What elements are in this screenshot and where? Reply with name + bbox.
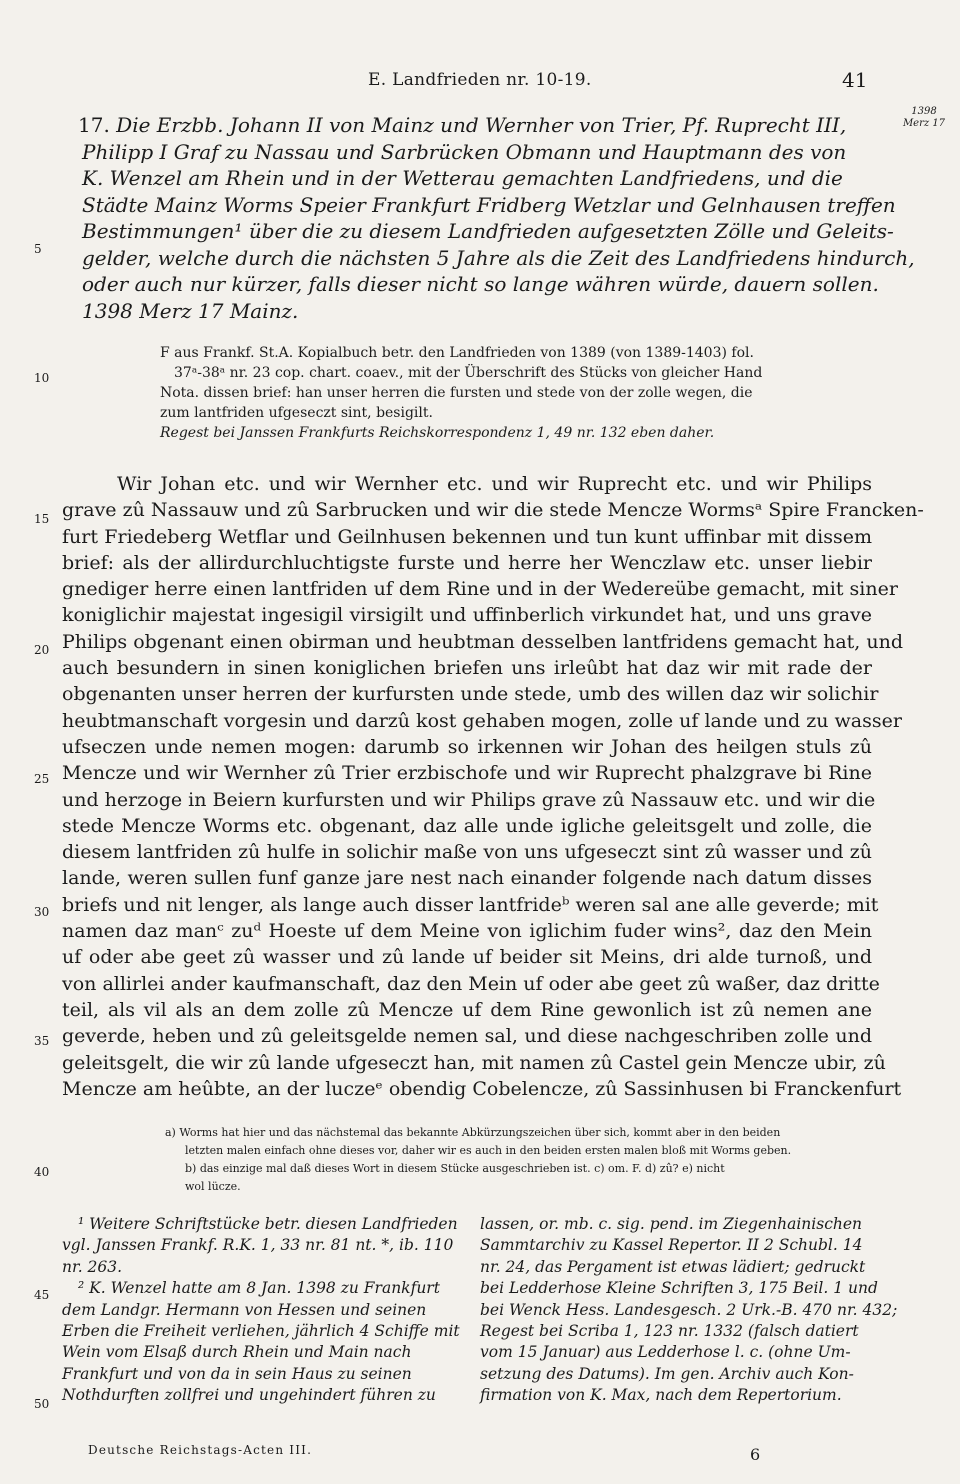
text-line: uf oder abe geet zû wasser und zû lande uf beider sit Meins, dri alde turnoß, und	[62, 946, 872, 969]
text-line: brief: als der allirdurchluchtigste furste und herre her Wenczlaw etc. unser liebir	[62, 551, 872, 574]
critical-apparatus	[165, 1124, 875, 1196]
text-line: Wir Johan etc. und wir Wernher etc. und wir Ruprecht etc. und wir Philips	[117, 473, 872, 495]
text-line: koniglichir majestat ingesigil virsigilt und uffinberlich virkundet hat, und uns grave	[62, 604, 872, 627]
document-text	[62, 471, 924, 1102]
source-description	[160, 343, 880, 443]
document-heading	[78, 112, 915, 324]
running-header	[0, 70, 960, 100]
line-number: 25	[34, 772, 50, 786]
notes-left-column	[62, 1214, 462, 1407]
heading-text: Die Erzbb. Johann II von Mainz und Wernher von Trier, Pf. Ruprecht III,	[116, 113, 847, 137]
line-number: 15	[34, 512, 50, 526]
note-line: bei Ledderhose Kleine Schriften 3, 175 Beil. 1 und	[480, 1279, 878, 1298]
text-line: Philips obgenant einen obirman und heubtman desselben lantfridens gemacht hat, und	[62, 630, 903, 653]
source-line: Nota. dissen brief: han unser herren die fursten und stede von der zolle wegen, die	[160, 385, 753, 401]
text-line: geleitsgelt, die wir zû lande ufgeseczt han, mit namen zû Castel gein Mencze ubir, zû	[62, 1051, 886, 1074]
heading-line: oder auch nur kürzer, falls dieser nicht so lange währen würde, dauern sollen.	[82, 272, 879, 296]
note-line: firmation von K. Max, nach dem Repertorium.	[480, 1386, 842, 1405]
line-number: 45	[34, 1288, 50, 1302]
note-line: ¹ Weitere Schriftstücke betr. diesen Landfrieden	[78, 1215, 458, 1233]
page-number: 41	[842, 68, 868, 92]
source-line: zum lantfriden ufgeseczt sint, besigilt.	[160, 405, 433, 421]
text-line: gnediger herre einen lantfriden uf dem Rine und in der Wedereübe gemacht, mit siner	[62, 578, 898, 601]
source-line: 37ᵃ-38ᵃ nr. 23 cop. chart. coaev., mit der Überschrift des Stücks von gleicher Hand	[174, 365, 763, 381]
text-line: und herzoge in Beiern kurfursten und wir Philips grave zû Nassauw etc. und wir die	[62, 788, 876, 811]
apparatus-line: b) das einzige mal daß dieses Wort in diesem Stücke ausgeschrieben ist. c) om. F. d) zû? e) nicht	[185, 1162, 725, 1175]
apparatus-line: wol lücze.	[185, 1180, 241, 1193]
margin-date-year: 1398	[911, 106, 937, 117]
note-line: Frankfurt und von da in sein Haus zu seinen	[62, 1364, 412, 1383]
text-line: diesem lantfriden zû hulfe in solichir maße von uns ufgeseczt sint zû wasser und zû	[62, 841, 872, 864]
note-line: Sammtarchiv zu Kassel Repertor. II 2 Schubl. 14	[480, 1236, 863, 1255]
heading-line: 1398 Merz 17 Mainz.	[82, 298, 299, 323]
sheet-number: 6	[750, 1445, 761, 1464]
text-line: teil, als vil als an dem zolle zû Mencze uf dem Rine gewonlich ist zû nemen ane	[62, 998, 872, 1021]
heading-line: gelder, welche durch die nächsten 5 Jahre als die Zeit des Landfriedens hindurch,	[82, 245, 915, 270]
text-line: geverde, heben und zû geleitsgelde nemen sal, und diese nachgeschriben zolle und	[62, 1025, 872, 1048]
note-line: ² K. Wenzel hatte am 8 Jan. 1398 zu Frankfurt	[78, 1279, 440, 1298]
line-number: 30	[34, 905, 50, 919]
text-line: obgenanten unser herren der kurfursten unde stede, umb des willen daz wir solichir	[62, 683, 879, 706]
printer-signature: Deutsche Reichstags-Acten III.	[88, 1443, 313, 1457]
running-title: E. Landfrieden nr. 10-19.	[368, 70, 592, 90]
line-number: 20	[34, 643, 50, 657]
apparatus-line: letzten malen einfach ohne dieses vor, daher wir es auch in den beiden ersten malen bloß mit Worms geben.	[185, 1144, 792, 1157]
line-number: 5	[34, 242, 42, 256]
line-number: 40	[34, 1165, 50, 1179]
note-line: Wein vom Elsaß durch Rhein und Main nach	[62, 1343, 412, 1362]
text-line: Mencze und wir Wernher zû Trier erzbischofe und wir Ruprecht phalzgrave bi Rine	[62, 762, 872, 785]
line-number: 35	[34, 1034, 50, 1048]
note-line: setzung des Datums). Im gen. Archiv auch Kon-	[480, 1364, 854, 1383]
text-line: heubtmanschaft vorgesin und darzû kost gehaben mogen, zolle uf lande und zu wasser	[62, 709, 902, 732]
text-line: lande, weren sullen funf ganze jare nest nach einander folgende nach datum disses	[62, 867, 872, 890]
apparatus-line: a) Worms hat hier und das nächstemal das bekannte Abkürzungszeichen über sich, kommt aber in den beiden	[165, 1126, 781, 1139]
text-line: stede Mencze Worms etc. obgenant, daz alle unde igliche geleitsgelt und zolle, die	[62, 814, 872, 837]
text-line: namen daz manᶜ zuᵈ Hoeste uf dem Meine von iglichim fuder wins², daz den Mein	[62, 920, 872, 943]
note-line: Erben die Freiheit verliehen, jährlich 4 Schiffe mit	[62, 1322, 460, 1341]
note-line: nr. 263.	[62, 1257, 123, 1276]
note-line: dem Landgr. Hermann von Hessen und seinen	[62, 1300, 427, 1319]
text-line: briefs und nit lenger, als lange auch disser lantfrideᵇ weren sal ane alle geverde; mit	[62, 893, 879, 916]
note-line: vgl. Janssen Frankf. R.K. 1, 33 nr. 81 nt. *, ib. 110	[62, 1236, 454, 1255]
text-line: furt Friedeberg Wetflar und Geilnhusen bekennen und tun kunt uffinbar mit dissem	[62, 525, 872, 548]
text-line: von allirlei ander kaufmanschaft, daz den Mein uf oder abe geet zû waßer, daz dritte	[62, 972, 880, 995]
margin-date	[900, 106, 948, 130]
heading-line	[78, 112, 898, 139]
source-line: Regest bei Janssen Frankfurts Reichskorrespondenz 1, 49 nr. 132 eben daher.	[160, 425, 715, 441]
heading-line: Philipp I Graf zu Nassau und Sarbrücken Obmann und Hauptmann des von	[82, 139, 847, 164]
note-line: lassen, or. mb. c. sig. pend. im Ziegenhainischen	[480, 1215, 863, 1233]
margin-date-day: Merz 17	[902, 118, 946, 129]
source-line: F aus Frankf. St.A. Kopialbuch betr. den Landfrieden von 1389 (von 1389-1403) fol.	[160, 345, 754, 361]
note-line: vom 15 Januar) aus Ledderhose l. c. (ohne Um-	[480, 1343, 851, 1362]
text-line: grave zû Nassauw und zû Sarbrucken und wir die stede Mencze Wormsᵃ Spire Francken-	[62, 499, 924, 522]
text-line: auch besundern in sinen koniglichen briefen uns irleûbt hat daz wir mit rade der	[62, 657, 872, 680]
line-number: 50	[34, 1397, 50, 1411]
line-number: 10	[34, 371, 50, 385]
text-line: ufseczen unde nemen mogen: darumb so irkennen wir Johan des heilgen stuls zû	[62, 735, 872, 758]
note-line: Regest bei Scriba 1, 123 nr. 1332 (falsch datiert	[480, 1322, 859, 1341]
heading-line: K. Wenzel am Rhein und in der Wetterau gemachten Landfriedens, und die	[82, 166, 843, 190]
document-number: 17.	[78, 113, 110, 137]
heading-line: Städte Mainz Worms Speier Frankfurt Fridberg Wetzlar und Gelnhausen treffen	[82, 192, 896, 217]
note-line: bei Wenck Hess. Landesgesch. 2 Urk.-B. 470 nr. 432;	[480, 1300, 898, 1319]
heading-line: Bestimmungen¹ über die zu diesem Landfrieden aufgesetzten Zölle und Geleits-	[82, 219, 894, 243]
text-line: Mencze am heûbte, an der luczeᵉ obendig Cobelencze, zû Sassinhusen bi Franckenfurt	[62, 1077, 902, 1100]
notes-right-column	[480, 1214, 898, 1407]
note-line: Nothdurften zollfrei und ungehindert führen zu	[62, 1386, 436, 1405]
note-line: nr. 24, das Pergament ist etwas lädiert; gedruckt	[480, 1257, 866, 1276]
